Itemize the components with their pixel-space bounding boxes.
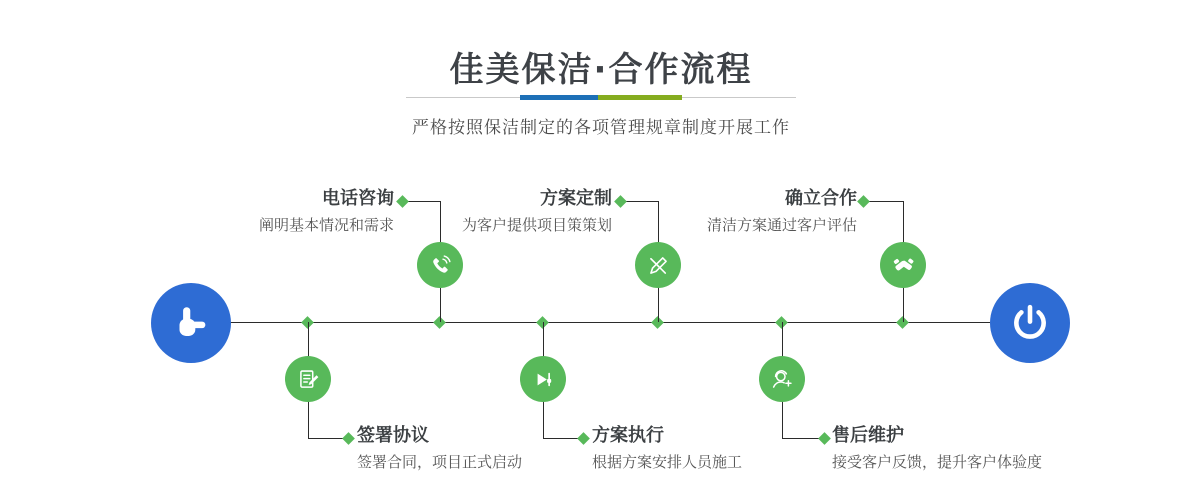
step-circle-sign — [285, 356, 331, 402]
step-after-sale — [832, 425, 1042, 471]
timeline — [230, 322, 990, 323]
page-subtitle: 严格按照保洁制定的各项管理规章制度开展工作 — [412, 118, 790, 138]
step-title: 售后维护 — [832, 425, 904, 446]
connector-line — [782, 438, 820, 439]
page-title: 佳美保洁·合作流程 — [449, 50, 753, 90]
pointing-hand-icon — [168, 300, 214, 346]
power-icon — [1007, 300, 1053, 346]
step-circle-execution — [520, 356, 566, 402]
step-desc: 根据方案安排人员施工 — [592, 453, 743, 471]
step-establish-cooperation — [707, 188, 857, 234]
step-title: 方案执行 — [592, 425, 664, 446]
step-plan-execution — [592, 425, 742, 471]
step-title: 电话咨询 — [322, 188, 394, 209]
label-diamond — [614, 195, 627, 208]
step-circle-cooperation — [880, 242, 926, 288]
step-circle-phone — [417, 242, 463, 288]
step-desc: 清洁方案通过客户评估 — [706, 216, 857, 234]
phone-icon — [427, 252, 454, 279]
headset-plus-icon — [769, 366, 796, 393]
step-plan-design — [462, 188, 612, 234]
label-diamond — [342, 432, 355, 445]
connector-line — [308, 438, 345, 439]
step-desc: 为客户提供项目策策划 — [461, 216, 612, 234]
play-slider-icon — [530, 366, 557, 393]
pencil-tools-icon — [645, 252, 672, 279]
document-pen-icon — [295, 366, 322, 393]
step-title: 签署协议 — [357, 425, 429, 446]
step-desc: 签署合同，项目正式启动 — [357, 453, 523, 471]
label-diamond — [857, 195, 870, 208]
label-diamond — [396, 195, 409, 208]
handshake-icon — [890, 252, 917, 279]
step-circle-plan-design — [635, 242, 681, 288]
title-divider — [406, 95, 796, 101]
step-sign-agreement — [357, 425, 522, 471]
step-phone-consult — [259, 188, 394, 234]
flow-end-circle — [990, 283, 1070, 363]
divider-green-bar — [598, 95, 682, 100]
connector-line — [543, 438, 580, 439]
divider-bars — [520, 95, 682, 100]
step-desc: 阐明基本情况和需求 — [258, 216, 394, 234]
step-title: 确立合作 — [785, 188, 857, 209]
step-desc: 接受客户反馈，提升客户体验度 — [832, 453, 1043, 471]
divider-blue-bar — [520, 95, 598, 100]
step-title: 方案定制 — [540, 188, 612, 209]
label-diamond — [818, 432, 831, 445]
label-diamond — [577, 432, 590, 445]
step-circle-after-sale — [759, 356, 805, 402]
flow-start-circle — [151, 283, 231, 363]
